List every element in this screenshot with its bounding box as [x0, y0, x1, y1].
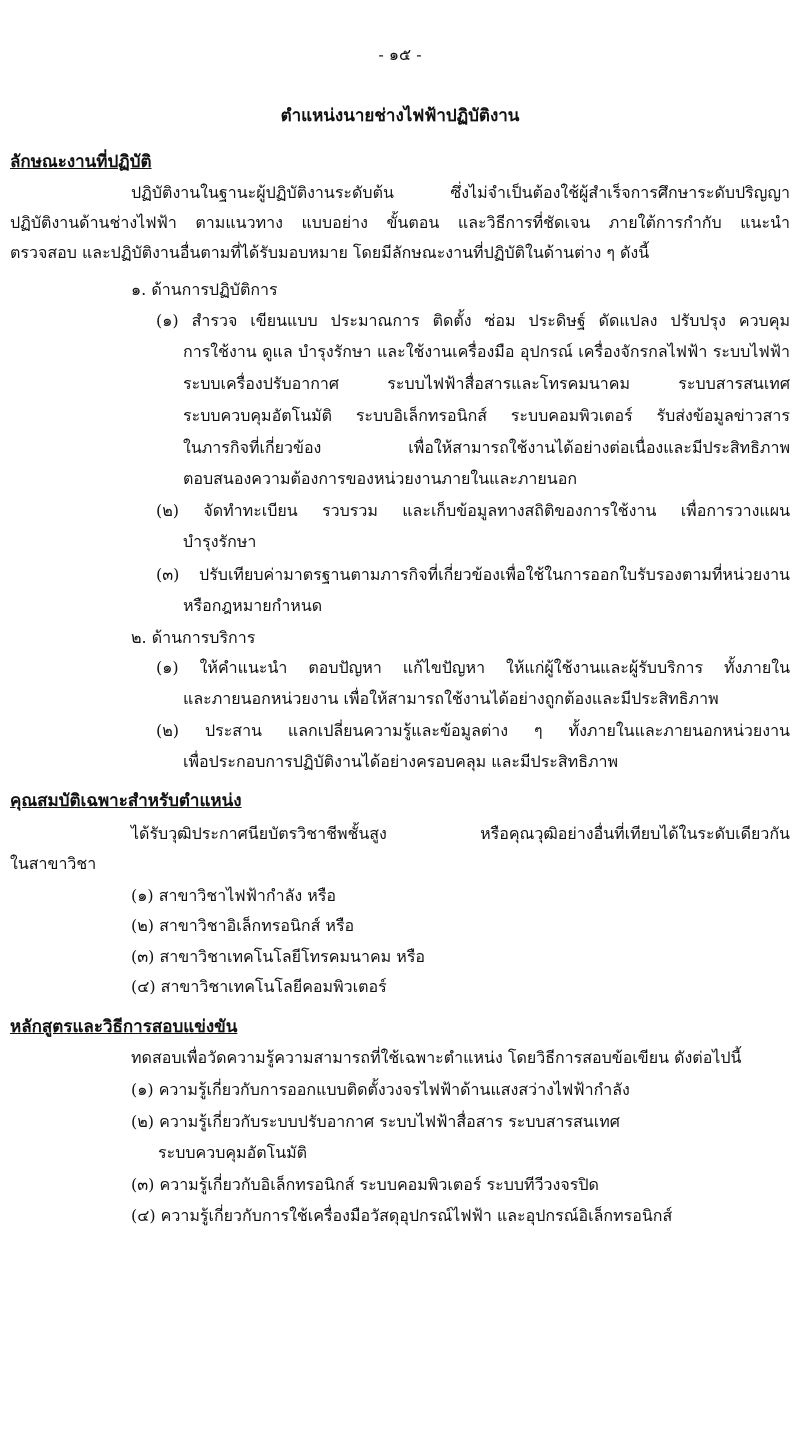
operations-item-1-line: ตอบสนองความต้องการของหน่วยงานภายในและภายนอก: [183, 469, 578, 488]
exam-item: (๒) ความรู้เกี่ยวกับระบบปรับอากาศ ระบบไฟฟ้าสื่อสาร ระบบสารสนเทศ: [131, 1112, 620, 1131]
qualification-item: (๑) สาขาวิชาไฟฟ้ากำลัง หรือ: [131, 886, 337, 905]
operations-item-1-line: การใช้งาน ดูแล บำรุงรักษา และใช้งานเครื่องมือ อุปกรณ์ เครื่องจักรกลไฟฟ้า ระบบไฟฟ้า: [183, 342, 790, 361]
document-title: ตำแหน่งนายช่างไฟฟ้าปฏิบัติงาน: [280, 106, 520, 126]
operations-item-1-line: ระบบเครื่องปรับอากาศ ระบบไฟฟ้าสื่อสารและโทรคมนาคม ระบบสารสนเทศ: [183, 374, 790, 393]
exam-item-continuation: ระบบควบคุมอัตโนมัติ: [158, 1143, 308, 1162]
job-nature-intro-line: ปฏิบัติงานด้านช่างไฟฟ้า ตามแนวทาง แบบอย่าง ขั้นตอน และวิธีการที่ชัดเจน ภายใต้การกำกับ แนะนำ: [10, 213, 790, 232]
qualifications-intro-line: ในสาขาวิชา: [10, 854, 97, 873]
operations-item-2-line: บำรุงรักษา: [183, 532, 257, 551]
subsection-heading-service: ๒. ด้านการบริการ: [131, 628, 256, 647]
job-nature-intro-line: ปฏิบัติงานในฐานะผู้ปฏิบัติงานระดับต้น ซึ่งไม่จำเป็นต้องใช้ผู้สำเร็จการศึกษาระดับปริญญา: [131, 183, 790, 202]
service-item-1-line: และภายนอกหน่วยงาน เพื่อให้สามารถใช้งานได้อย่างถูกต้องและมีประสิทธิภาพ: [183, 689, 719, 708]
exam-item: (๔) ความรู้เกี่ยวกับการใช้เครื่องมือวัสดุอุปกรณ์ไฟฟ้า และอุปกรณ์อิเล็กทรอนิกส์: [131, 1206, 673, 1225]
section-heading-exam: หลักสูตรและวิธีการสอบแข่งขัน: [10, 1017, 238, 1037]
qualification-item: (๔) สาขาวิชาเทคโนโลยีคอมพิวเตอร์: [131, 977, 387, 996]
operations-item-2-line: (๒) จัดทำทะเบียน รวบรวม และเก็บข้อมูลทางสถิติของการใช้งาน เพื่อการวางแผน: [156, 501, 790, 520]
service-item-2-line: เพื่อประกอบการปฏิบัติงานได้อย่างครอบคลุม และมีประสิทธิภาพ: [183, 752, 619, 771]
qualification-item: (๒) สาขาวิชาอิเล็กทรอนิกส์ หรือ: [131, 916, 355, 935]
exam-item: (๓) ความรู้เกี่ยวกับอิเล็กทรอนิกส์ ระบบคอมพิวเตอร์ ระบบทีวีวงจรปิด: [131, 1175, 599, 1194]
page-number: - ๑๕ -: [378, 45, 422, 64]
subsection-heading-operations: ๑. ด้านการปฏิบัติการ: [131, 280, 278, 299]
exam-intro: ทดสอบเพื่อวัดความรู้ความสามารถที่ใช้เฉพาะตำแหน่ง โดยวิธีการสอบข้อเขียน ดังต่อไปนี้: [131, 1048, 742, 1067]
section-heading-job-nature: ลักษณะงานที่ปฏิบัติ: [10, 152, 152, 172]
job-nature-intro-line: ตรวจสอบ และปฏิบัติงานอื่นตามที่ได้รับมอบหมาย โดยมีลักษณะงานที่ปฏิบัติในด้านต่าง ๆ ดังนี้: [10, 243, 650, 262]
operations-item-1-line: (๑) สำรวจ เขียนแบบ ประมาณการ ติดตั้ง ซ่อม ประดิษฐ์ ดัดแปลง ปรับปรุง ควบคุม: [156, 311, 790, 330]
operations-item-1-line: ในภารกิจที่เกี่ยวข้อง เพื่อให้สามารถใช้งานได้อย่างต่อเนื่องและมีประสิทธิภาพ: [183, 438, 790, 457]
section-heading-qualifications: คุณสมบัติเฉพาะสำหรับตำแหน่ง: [10, 791, 242, 811]
operations-item-1-line: ระบบควบคุมอัตโนมัติ ระบบอิเล็กทรอนิกส์ ระบบคอมพิวเตอร์ รับส่งข้อมูลข่าวสาร: [183, 406, 790, 425]
service-item-1-line: (๑) ให้คำแนะนำ ตอบปัญหา แก้ไขปัญหา ให้แก่ผู้ใช้งานและผู้รับบริการ ทั้งภายใน: [156, 658, 790, 677]
qualification-item: (๓) สาขาวิชาเทคโนโลยีโทรคมนาคม หรือ: [131, 947, 426, 966]
operations-item-3-line: (๓) ปรับเทียบค่ามาตรฐานตามภารกิจที่เกี่ยวข้องเพื่อใช้ในการออกใบรับรองตามที่หน่วยงาน: [156, 565, 790, 584]
operations-item-3-line: หรือกฎหมายกำหนด: [183, 596, 323, 615]
exam-item: (๑) ความรู้เกี่ยวกับการออกแบบติดตั้งวงจรไฟฟ้าด้านแสงสว่างไฟฟ้ากำลัง: [131, 1080, 630, 1099]
qualifications-intro-line: ได้รับวุฒิประกาศนียบัตรวิชาชีพชั้นสูง หรือคุณวุฒิอย่างอื่นที่เทียบได้ในระดับเดียวกัน: [131, 824, 790, 843]
service-item-2-line: (๒) ประสาน แลกเปลี่ยนความรู้และข้อมูลต่าง ๆ ทั้งภายในและภายนอกหน่วยงาน: [156, 721, 790, 740]
